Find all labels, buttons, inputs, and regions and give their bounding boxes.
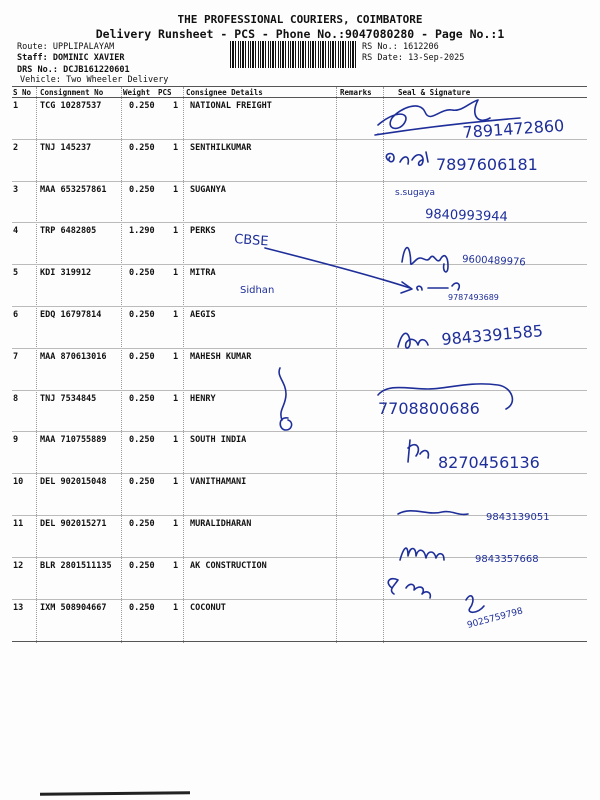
row-pcs: 1 (173, 226, 179, 237)
staff-value: DOMINIC XAVIER (52, 53, 125, 63)
table-row (0, 394, 600, 436)
row-divider (12, 473, 587, 474)
row-divider (12, 557, 587, 558)
drs-label: DRS No.: (17, 65, 58, 75)
row-divider (12, 222, 587, 223)
row-consignee: HENRY (190, 393, 216, 404)
row-divider (12, 264, 587, 265)
row-weight: 0.250 (129, 477, 155, 488)
table-row (0, 310, 600, 352)
company-title: THE PROFESSIONAL COURIERS, COIMBATORE (177, 13, 423, 26)
row-sno: 11 (13, 519, 24, 529)
col-pcs: PCS (158, 88, 172, 97)
handwritten-phone-5: 9787493689 (448, 293, 499, 302)
row-sno: 4 (13, 226, 19, 237)
rs-no-line (362, 42, 439, 52)
table-row (0, 143, 600, 185)
row-sno: 13 (13, 602, 24, 613)
row-pcs: 1 (173, 142, 179, 153)
row-consignment-no: TCG 10287537 (40, 101, 102, 111)
handwritten-phone-1: 7891472860 (461, 115, 565, 142)
handwritten-sidhan: Sidhan (240, 285, 275, 296)
table-row (0, 268, 600, 310)
row-pcs: 1 (173, 351, 179, 362)
table-row (0, 561, 600, 603)
row-sno: 2 (13, 142, 19, 153)
row-weight: 0.250 (129, 101, 155, 111)
row-weight: 0.250 (129, 393, 155, 404)
route-value: UPPLIPALAYAM (52, 42, 115, 52)
vehicle-label: Vehicle: (20, 75, 61, 85)
handwritten-phone-4: 9600489976 (461, 254, 526, 269)
rs-date-label: RS Date: (362, 53, 403, 63)
rs-date-value: 13-Sep-2025 (408, 53, 465, 63)
table-row (0, 603, 600, 645)
row-weight: 0.250 (129, 602, 155, 613)
row-consignee: SENTHILKUMAR (190, 142, 252, 153)
row-weight: 0.250 (129, 268, 155, 279)
barcode (230, 41, 358, 68)
drs-value: DCJB161220601 (63, 65, 130, 75)
row-consignment-no: DEL 902015048 (40, 477, 107, 488)
row-sno: 12 (13, 560, 24, 571)
row-weight: 0.250 (129, 560, 155, 571)
handwritten-phone-13: 9025759798 (466, 606, 525, 631)
table-row (0, 435, 600, 477)
row-consignee: AEGIS (190, 310, 216, 320)
handwritten-cbse: CBSE (233, 232, 269, 250)
row-consignee: PERKS (190, 226, 216, 237)
handwritten-phone-3: 9840993944 (424, 207, 509, 225)
row-pcs: 1 (173, 393, 179, 404)
route-line (17, 42, 114, 52)
col-consignee: Consignee Details (186, 88, 263, 97)
row-divider (12, 139, 587, 140)
handwritten-phone-11: 9843357668 (475, 554, 539, 565)
row-divider (12, 348, 587, 349)
row-divider (12, 390, 587, 391)
row-consignment-no: MAA 710755889 (40, 435, 107, 446)
col-weight: Weight (123, 88, 151, 97)
col-remarks: Remarks (340, 88, 372, 97)
row-consignee: SOUTH INDIA (190, 435, 247, 446)
row-consignee: COCONUT (190, 602, 226, 613)
vehicle-line (20, 75, 168, 85)
handwritten-phone-10: 9843139051 (486, 512, 550, 523)
col-seal-signature: Seal & Signature (398, 88, 471, 97)
route-label: Route: (17, 42, 48, 52)
row-consignee: SUGANYA (190, 184, 226, 195)
row-consignment-no: BLR 2801511135 (40, 560, 112, 571)
row-pcs: 1 (173, 435, 179, 446)
row-weight: 0.250 (129, 310, 155, 320)
row-divider (12, 431, 587, 432)
rs-no-value: 1612206 (402, 42, 439, 52)
col-sno: S No (13, 88, 32, 97)
row-consignee: MURALIDHARAN (190, 519, 252, 529)
row-consignment-no: MAA 870613016 (40, 351, 107, 362)
row-pcs: 1 (173, 602, 179, 613)
row-consignee: NATIONAL FREIGHT (190, 101, 272, 111)
table-row (0, 352, 600, 394)
table-row (0, 101, 600, 143)
table-row (0, 185, 600, 227)
runsheet-subtitle: Delivery Runsheet - PCS - Phone No.:9047080280 - Page No.:1 (95, 27, 505, 41)
row-consignment-no: EDQ 16797814 (40, 310, 102, 320)
row-weight: 0.250 (129, 435, 155, 446)
row-divider (12, 515, 587, 516)
row-divider (12, 599, 587, 600)
row-consignee: MAHESH KUMAR (190, 351, 252, 362)
row-sno: 8 (13, 393, 19, 404)
row-pcs: 1 (173, 310, 179, 320)
col-consignment: Consignment No (40, 88, 104, 97)
row-pcs: 1 (173, 268, 179, 279)
row-weight: 0.250 (129, 351, 155, 362)
table-top-rule (12, 86, 587, 87)
table-bottom-rule (12, 641, 587, 642)
handwritten-phone-9: 8270456136 (438, 453, 540, 472)
row-sno: 3 (13, 184, 19, 195)
table-row (0, 519, 600, 561)
row-sno: 5 (13, 268, 19, 279)
row-consignment-no: DEL 902015271 (40, 519, 107, 529)
table-header-rule (12, 97, 587, 98)
vehicle-value: Two Wheeler Delivery (66, 75, 169, 85)
row-consignment-no: KDI 319912 (40, 268, 92, 279)
table-row (0, 226, 600, 268)
row-consignment-no: TNJ 7534845 (40, 393, 97, 404)
row-divider (12, 181, 587, 182)
row-sno: 10 (13, 477, 24, 488)
row-sno: 6 (13, 310, 19, 320)
row-consignment-no: TNJ 145237 (40, 142, 92, 153)
handwritten-name-3: s.sugaya (395, 188, 436, 198)
handwritten-phone-2: 7897606181 (436, 155, 538, 174)
handwritten-phone-6: 9843391585 (440, 321, 544, 349)
row-weight: 0.250 (129, 184, 155, 195)
row-weight: 1.290 (129, 226, 155, 237)
row-pcs: 1 (173, 101, 179, 111)
row-pcs: 1 (173, 184, 179, 195)
drs-line (17, 65, 130, 75)
row-pcs: 1 (173, 560, 179, 571)
rs-date-line (362, 53, 464, 63)
handwritten-phone-8: 7708800686 (378, 399, 480, 418)
scan-edge-mark (40, 791, 190, 796)
rs-no-label: RS No.: (362, 42, 398, 52)
row-pcs: 1 (173, 519, 179, 529)
staff-label: Staff: (17, 53, 48, 63)
row-weight: 0.250 (129, 142, 155, 153)
row-consignee: VANITHAMANI (190, 477, 247, 488)
row-consignment-no: TRP 6482805 (40, 226, 97, 237)
row-weight: 0.250 (129, 519, 155, 529)
staff-line (17, 53, 125, 63)
row-consignee: MITRA (190, 268, 216, 279)
row-sno: 1 (13, 101, 19, 111)
row-sno: 9 (13, 435, 19, 446)
table-row (0, 477, 600, 519)
row-consignee: AK CONSTRUCTION (190, 560, 267, 571)
row-divider (12, 306, 587, 307)
row-sno: 7 (13, 351, 19, 362)
row-consignment-no: MAA 653257861 (40, 184, 107, 195)
row-pcs: 1 (173, 477, 179, 488)
row-consignment-no: IXM 508904667 (40, 602, 107, 613)
